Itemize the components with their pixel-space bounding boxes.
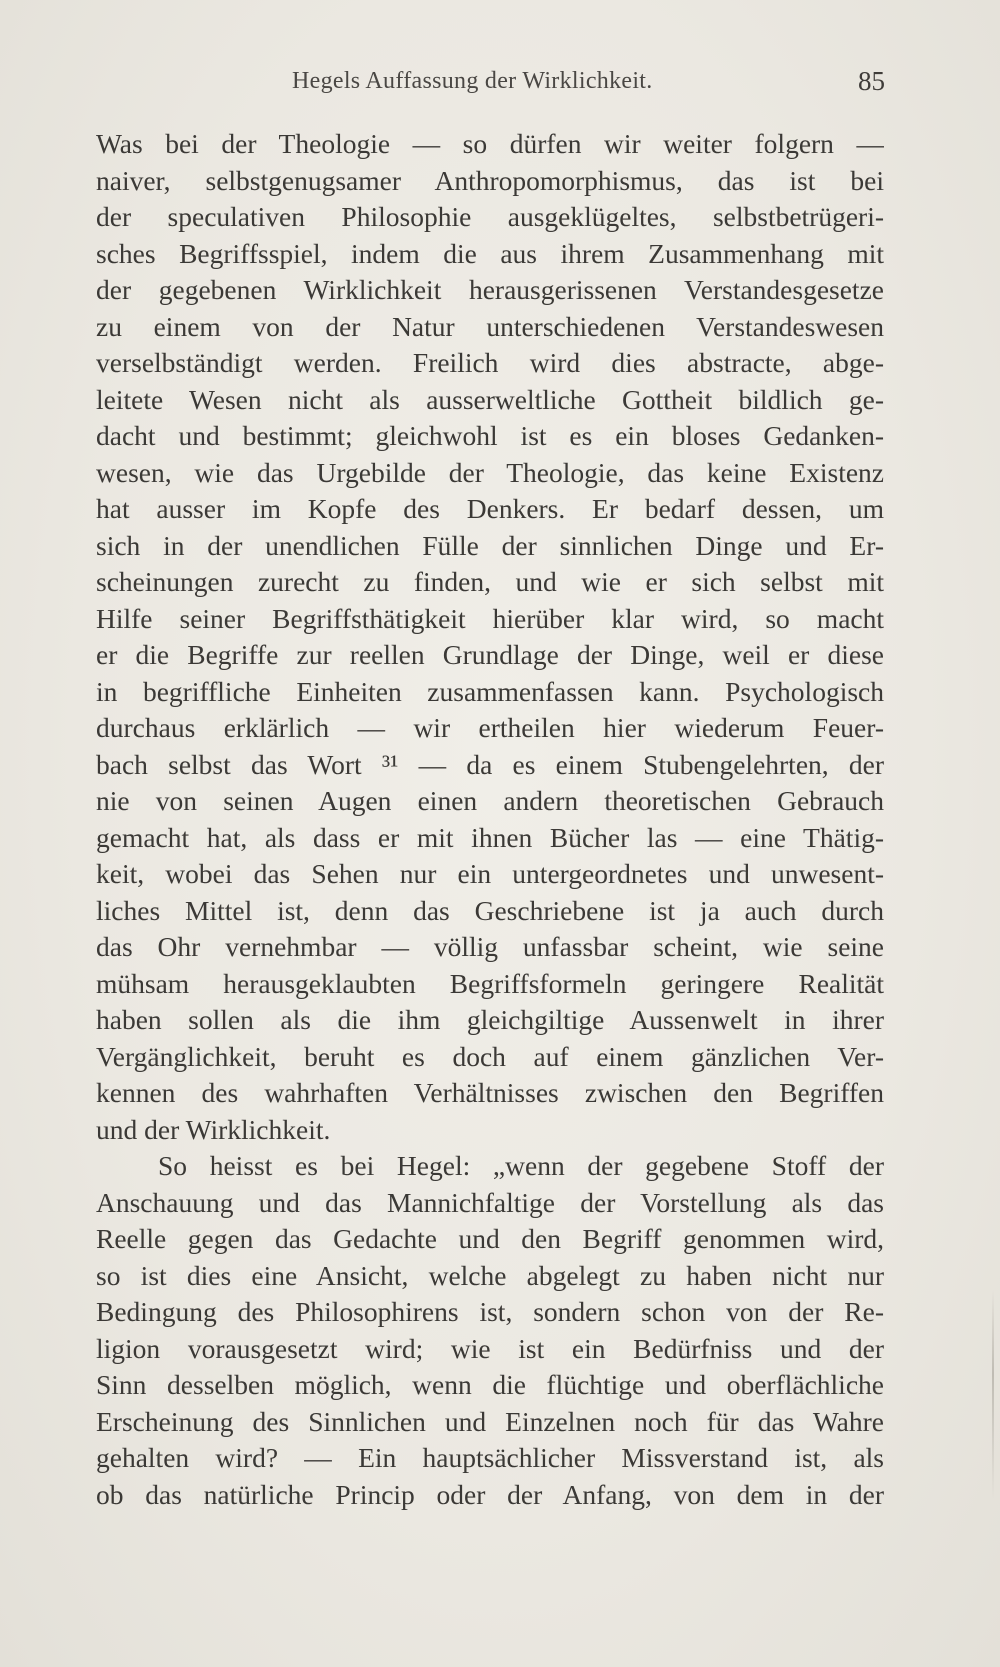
text-line: sich in der unendlichen Fülle der sinnlichen Dinge und Er- (96, 529, 884, 561)
text-line: gemacht hat, als dass er mit ihnen Bücher las — eine Thätig- (96, 821, 884, 853)
text-line: er die Begriffe zur reellen Grundlage der Dinge, weil er diese (96, 639, 884, 670)
text-line: gehalten wird? — Ein hauptsächlicher Missverstand ist, als (96, 1442, 884, 1473)
page-edge-shadow (992, 1290, 994, 1500)
text-line: bach selbst das Wort ³¹ — da es einem Stubengelehrten, der (96, 748, 884, 780)
text-line: Bedingung des Philosophirens ist, sondern schon von der Re- (96, 1296, 884, 1327)
body-text (96, 126, 884, 1513)
text-line: nie von seinen Augen einen andern theoretischen Gebrauch (96, 785, 884, 816)
text-line: hat ausser im Kopfe des Denkers. Er bedarf dessen, um (96, 493, 884, 524)
text-line: das Ohr vernehmbar — völlig unfassbar scheint, wie seine (96, 931, 884, 962)
text-line: Was bei der Theologie — so dürfen wir weiter folgern — (96, 128, 884, 159)
text-line: Reelle gegen das Gedachte und den Begriff genommen wird, (96, 1223, 884, 1254)
text-line: durchaus erklärlich — wir ertheilen hier wiederum Feuer- (96, 712, 884, 743)
text-line: dacht und bestimmt; gleichwohl ist es ein bloses Gedanken- (96, 420, 884, 451)
text-line: So heisst es bei Hegel: „wenn der gegebene Stoff der (158, 1150, 884, 1181)
paragraph-2 (96, 1148, 884, 1513)
text-line: Hilfe seiner Begriffsthätigkeit hierüber klar wird, so macht (96, 602, 884, 634)
text-line: kennen des wahrhaften Verhältnisses zwischen den Begriffen (96, 1077, 884, 1108)
text-line: liches Mittel ist, denn das Geschriebene ist ja auch durch (96, 894, 884, 926)
text-line: in begriffliche Einheiten zusammenfassen kann. Psychologisch (96, 675, 884, 707)
text-line: leitete Wesen nicht als ausserweltliche Gottheit bildlich ge- (96, 383, 884, 415)
text-line: Erscheinung des Sinnlichen und Einzelnen noch für das Wahre (96, 1405, 884, 1437)
text-line: Sinn desselben möglich, wenn die flüchtige und oberflächliche (96, 1369, 884, 1400)
text-line: ob das natürliche Princip oder der Anfang, von dem in der (96, 1478, 884, 1510)
text-line: ligion vorausgesetzt wird; wie ist ein Bedürfniss und der (96, 1332, 884, 1364)
text-line: der speculativen Philosophie ausgeklügeltes, selbstbetrügeri- (96, 201, 884, 232)
paragraph-1 (96, 126, 884, 1148)
text-line: sches Begriffsspiel, indem die aus ihrem Zusammenhang mit (96, 237, 884, 269)
page-number: 85 (858, 66, 885, 96)
text-line: verselbständigt werden. Freilich wird dies abstracte, abge- (96, 347, 884, 378)
text-line: zu einem von der Natur unterschiedenen Verstandeswesen (96, 310, 884, 342)
text-line: keit, wobei das Sehen nur ein untergeordnetes und unwesent- (96, 858, 884, 889)
text-line: haben sollen als die ihm gleichgiltige Aussenwelt in ihrer (96, 1004, 884, 1035)
text-line: Anschauung und das Mannichfaltige der Vorstellung als das (96, 1186, 884, 1218)
running-title: Hegels Auffassung der Wirklichkeit. (292, 68, 653, 94)
running-head (0, 66, 1000, 106)
text-line: und der Wirklichkeit. (96, 1113, 331, 1145)
text-line: naiver, selbstgenugsamer Anthropomorphismus, das ist bei (96, 164, 884, 196)
text-line: mühsam herausgeklaubten Begriffsformeln geringere Realität (96, 967, 884, 999)
text-line: so ist dies eine Ansicht, welche abgelegt zu haben nicht nur (96, 1259, 884, 1291)
text-line: scheinungen zurecht zu finden, und wie er sich selbst mit (96, 566, 884, 597)
text-line: der gegebenen Wirklichkeit herausgerissenen Verstandesgesetze (96, 274, 884, 305)
text-line: wesen, wie das Urgebilde der Theologie, das keine Existenz (96, 456, 884, 488)
text-line: Vergänglichkeit, beruht es doch auf einem gänzlichen Ver- (96, 1040, 884, 1072)
